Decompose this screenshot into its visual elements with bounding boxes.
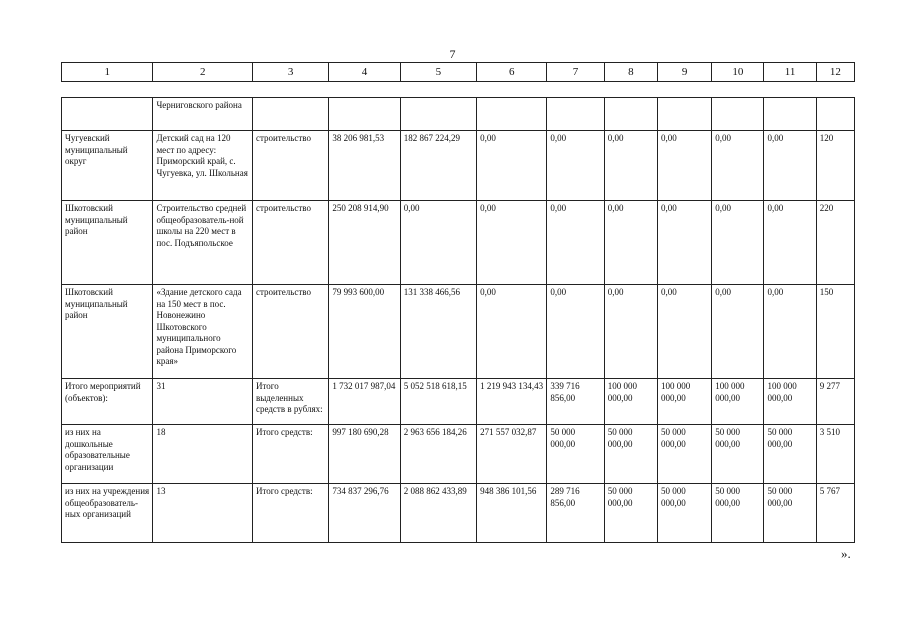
value-cell bbox=[657, 98, 711, 131]
value-cell: 131 338 466,56 bbox=[400, 285, 476, 379]
column-number: 9 bbox=[657, 63, 711, 82]
value-cell: 0,00 bbox=[712, 285, 764, 379]
column-number: 2 bbox=[153, 63, 253, 82]
value-cell: 0,00 bbox=[712, 131, 764, 201]
value-cell bbox=[604, 98, 657, 131]
value-cell: 734 837 296,76 bbox=[329, 484, 400, 543]
total-row bbox=[62, 379, 855, 425]
column-number: 1 bbox=[62, 63, 153, 82]
value-cell: 0,00 bbox=[547, 285, 604, 379]
value-cell: 0,00 bbox=[712, 201, 764, 285]
value-cell: 339 716 856,00 bbox=[547, 379, 604, 425]
table-row bbox=[62, 131, 855, 201]
column-number: 4 bbox=[329, 63, 400, 82]
table-row bbox=[62, 285, 855, 379]
value-cell: 50 000 000,00 bbox=[712, 484, 764, 543]
value-cell bbox=[329, 98, 400, 131]
header-row bbox=[62, 63, 855, 82]
value-cell bbox=[477, 98, 547, 131]
capacity-cell: 3 510 bbox=[816, 425, 854, 484]
objects-table bbox=[61, 97, 855, 543]
capacity-cell: 220 bbox=[816, 201, 854, 285]
subtotal-label-cell: из них на учреждения общеобразователь-ных организаций bbox=[62, 484, 153, 543]
value-cell: 0,00 bbox=[764, 131, 816, 201]
value-cell: 948 386 101,56 bbox=[477, 484, 547, 543]
capacity-cell: 120 bbox=[816, 131, 854, 201]
subtotal-row bbox=[62, 425, 855, 484]
column-number: 3 bbox=[252, 63, 328, 82]
subtotal-row bbox=[62, 484, 855, 543]
work-type-cell: строительство bbox=[252, 201, 328, 285]
value-cell: 0,00 bbox=[477, 201, 547, 285]
column-number: 10 bbox=[712, 63, 764, 82]
value-cell: 50 000 000,00 bbox=[764, 425, 816, 484]
municipality-cell: Шкотовский муниципальный район bbox=[62, 285, 153, 379]
total-kind-cell: Итого средств: bbox=[252, 425, 328, 484]
value-cell: 50 000 000,00 bbox=[712, 425, 764, 484]
total-kind-cell: Итого средств: bbox=[252, 484, 328, 543]
value-cell: 271 557 032,87 bbox=[477, 425, 547, 484]
column-number: 5 bbox=[400, 63, 476, 82]
value-cell: 0,00 bbox=[657, 285, 711, 379]
value-cell: 100 000 000,00 bbox=[604, 379, 657, 425]
value-cell: 0,00 bbox=[604, 201, 657, 285]
municipality-cell bbox=[62, 98, 153, 131]
capacity-cell bbox=[816, 98, 854, 131]
table-row bbox=[62, 201, 855, 285]
value-cell: 100 000 000,00 bbox=[764, 379, 816, 425]
work-type-cell: строительство bbox=[252, 285, 328, 379]
value-cell: 0,00 bbox=[657, 201, 711, 285]
value-cell: 1 732 017 987,04 bbox=[329, 379, 400, 425]
column-number-header bbox=[61, 62, 855, 82]
municipality-cell: Шкотовский муниципальный район bbox=[62, 201, 153, 285]
value-cell: 0,00 bbox=[400, 201, 476, 285]
value-cell: 2 963 656 184,26 bbox=[400, 425, 476, 484]
column-number: 6 bbox=[477, 63, 547, 82]
value-cell bbox=[764, 98, 816, 131]
value-cell: 50 000 000,00 bbox=[604, 425, 657, 484]
value-cell: 182 867 224,29 bbox=[400, 131, 476, 201]
object-cell: Черниговского района bbox=[153, 98, 253, 131]
value-cell bbox=[712, 98, 764, 131]
capacity-cell: 5 767 bbox=[816, 484, 854, 543]
work-type-cell: строительство bbox=[252, 131, 328, 201]
objects-count-cell: 31 bbox=[153, 379, 253, 425]
value-cell: 50 000 000,00 bbox=[547, 425, 604, 484]
value-cell: 50 000 000,00 bbox=[657, 425, 711, 484]
column-number: 11 bbox=[764, 63, 816, 82]
value-cell: 0,00 bbox=[477, 131, 547, 201]
value-cell: 50 000 000,00 bbox=[604, 484, 657, 543]
capacity-cell: 9 277 bbox=[816, 379, 854, 425]
closing-quote-mark: ». bbox=[841, 546, 851, 561]
value-cell: 79 993 600,00 bbox=[329, 285, 400, 379]
value-cell: 100 000 000,00 bbox=[657, 379, 711, 425]
column-number: 7 bbox=[547, 63, 604, 82]
value-cell: 0,00 bbox=[764, 201, 816, 285]
total-kind-cell: Итого выделенных средств в рублях: bbox=[252, 379, 328, 425]
value-cell: 0,00 bbox=[604, 131, 657, 201]
objects-count-cell: 13 bbox=[153, 484, 253, 543]
value-cell: 0,00 bbox=[604, 285, 657, 379]
value-cell: 50 000 000,00 bbox=[657, 484, 711, 543]
object-cell: Детский сад на 120 мест по адресу: Приморский край, с. Чугуевка, ул. Школьная bbox=[153, 131, 253, 201]
capacity-cell: 150 bbox=[816, 285, 854, 379]
value-cell: 2 088 862 433,89 bbox=[400, 484, 476, 543]
value-cell: 0,00 bbox=[477, 285, 547, 379]
value-cell: 5 052 518 618,15 bbox=[400, 379, 476, 425]
column-number: 8 bbox=[604, 63, 657, 82]
objects-count-cell: 18 bbox=[153, 425, 253, 484]
value-cell: 0,00 bbox=[547, 131, 604, 201]
value-cell: 0,00 bbox=[764, 285, 816, 379]
object-cell: Строительство средней общеобразователь-ной школы на 220 мест в пос. Подъяпольское bbox=[153, 201, 253, 285]
value-cell: 0,00 bbox=[657, 131, 711, 201]
table-row bbox=[62, 98, 855, 131]
value-cell: 38 206 981,53 bbox=[329, 131, 400, 201]
value-cell: 250 208 914,90 bbox=[329, 201, 400, 285]
column-number: 12 bbox=[816, 63, 854, 82]
value-cell: 100 000 000,00 bbox=[712, 379, 764, 425]
value-cell bbox=[547, 98, 604, 131]
value-cell: 289 716 856,00 bbox=[547, 484, 604, 543]
value-cell: 50 000 000,00 bbox=[764, 484, 816, 543]
page-number: 7 bbox=[449, 47, 456, 61]
value-cell: 997 180 690,28 bbox=[329, 425, 400, 484]
object-cell: «Здание детского сада на 150 мест в пос. Новонежино Шкотовского муниципального района Приморского края» bbox=[153, 285, 253, 379]
value-cell bbox=[400, 98, 476, 131]
value-cell: 1 219 943 134,43 bbox=[477, 379, 547, 425]
subtotal-label-cell: из них на дошкольные образовательные организации bbox=[62, 425, 153, 484]
work-type-cell bbox=[252, 98, 328, 131]
value-cell: 0,00 bbox=[547, 201, 604, 285]
municipality-cell: Чугуевский муниципальный округ bbox=[62, 131, 153, 201]
total-label-cell: Итого мероприятий (объектов): bbox=[62, 379, 153, 425]
